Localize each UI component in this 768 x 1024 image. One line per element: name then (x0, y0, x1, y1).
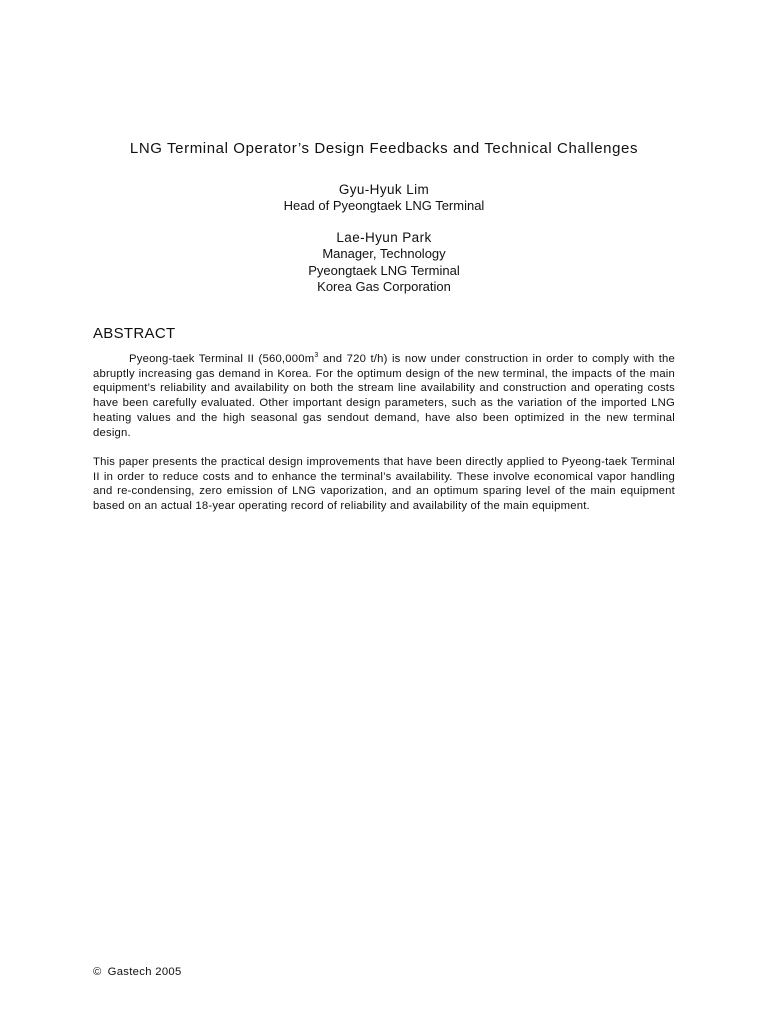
author-name: Gyu-Hyuk Lim (338, 182, 430, 197)
author-organization: Korea Gas Corporation (317, 279, 451, 294)
author-affiliation: Head of Pyeongtaek LNG Terminal (283, 198, 485, 213)
abstract-text: Pyeong-taek Terminal II (560,000m (129, 353, 315, 365)
abstract-paragraph-1 (93, 352, 675, 440)
copyright-symbol: © (93, 966, 102, 978)
author-block-1 (0, 181, 768, 215)
author-position: Manager, Technology (322, 246, 446, 261)
abstract-paragraph-2: This paper presents the practical design improvements that have been directly applied to Pyeong-taek Terminal II in order to reduce costs and to enhance the terminal’s availability. These involve economical vapor handling and re-condensing, zero emission of LNG vaporization, and an optimum sparing level of the main equipment based on an actual 18-year operating record of reliability and availability of the main equipment. (93, 456, 675, 513)
author-block-2 (0, 229, 768, 296)
author-name: Lae-Hyun Park (336, 230, 432, 245)
superscript: 3 (314, 352, 319, 360)
abstract-text: and 720 t/h) is now under construction in order to comply with the abruptly increasing gas demand in Korea. For the optimum design of the new terminal, the impacts of the main equipment’s reliability and availability on both the stream line availability and construction and operating costs have been carefully evaluated. Other important design parameters, such as the variation of the imported LNG heating values and the high seasonal gas sendout demand, have also been optimized in the new terminal design. (93, 353, 675, 439)
abstract-heading: ABSTRACT (93, 325, 176, 342)
footer-text: Gastech 2005 (107, 966, 182, 978)
author-affiliation: Pyeongtaek LNG Terminal (308, 262, 460, 278)
footer (93, 965, 182, 979)
paper-title: LNG Terminal Operator’s Design Feedbacks and Technical Challenges (129, 140, 639, 157)
